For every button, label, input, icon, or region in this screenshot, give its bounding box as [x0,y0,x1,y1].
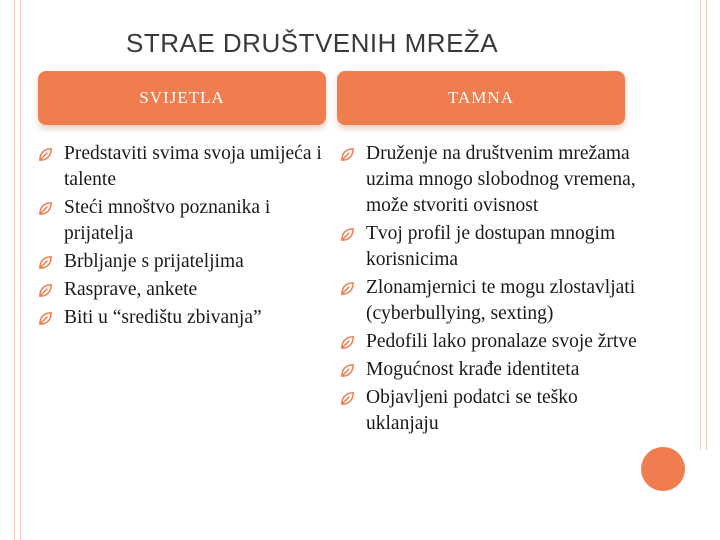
list-item-text: Druženje na društvenim mrežama uzima mnogo slobodnog vremena, može stvoriti ovisnost [366,143,636,216]
list-item-text: Pedofili lako pronalaze svoje žrtve [366,331,637,352]
list-item [338,141,638,219]
leaf-bullet-icon [340,227,355,242]
list-item [338,385,638,437]
list-item-text: Predstaviti svima svoja umijeća i talente [64,143,322,190]
frame-line-right-inner [706,0,707,450]
list-item-text: Biti u “središtu zbivanja” [64,307,262,328]
leaf-bullet-icon [38,147,53,162]
column-header-dark [337,71,625,125]
page-title: STRAE DRUŠTVENIH MREŽA [126,28,499,58]
dark-list [338,141,638,439]
frame-line-right [700,0,701,450]
list-item-text: Brbljanje s prijateljima [64,251,244,272]
leaf-bullet-icon [38,283,53,298]
list-item [36,195,326,247]
list-item [338,221,638,273]
frame-line-left [14,0,15,540]
list-item [338,357,638,383]
leaf-bullet-icon [340,281,355,296]
leaf-bullet-icon [38,201,53,216]
list-item-text: Steći mnoštvo poznanika i prijatelja [64,197,271,244]
list-item-text: Zlonamjernici te mogu zlostavljati (cyberbullying, sexting) [366,277,636,324]
column-header-light [38,71,326,125]
list-item [36,305,326,331]
leaf-bullet-icon [38,255,53,270]
list-item-text: Tvoj profil je dostupan mnogim korisnicima [366,223,616,270]
column-header-dark-label: TAMNA [448,88,514,107]
leaf-bullet-icon [340,363,355,378]
leaf-bullet-icon [340,335,355,350]
light-list [36,141,326,333]
frame-line-left-inner [20,0,21,540]
leaf-bullet-icon [340,147,355,162]
list-item-text: Objavljeni podatci se teško uklanjaju [366,387,578,434]
decorative-circle [641,447,685,491]
list-item [338,275,638,327]
list-item [338,329,638,355]
list-item [36,141,326,193]
column-header-light-label: SVIJETLA [139,88,225,107]
list-item-text: Mogućnost krađe identiteta [366,359,580,380]
list-item [36,277,326,303]
leaf-bullet-icon [38,311,53,326]
leaf-bullet-icon [340,391,355,406]
list-item-text: Rasprave, ankete [64,279,198,300]
list-item [36,249,326,275]
